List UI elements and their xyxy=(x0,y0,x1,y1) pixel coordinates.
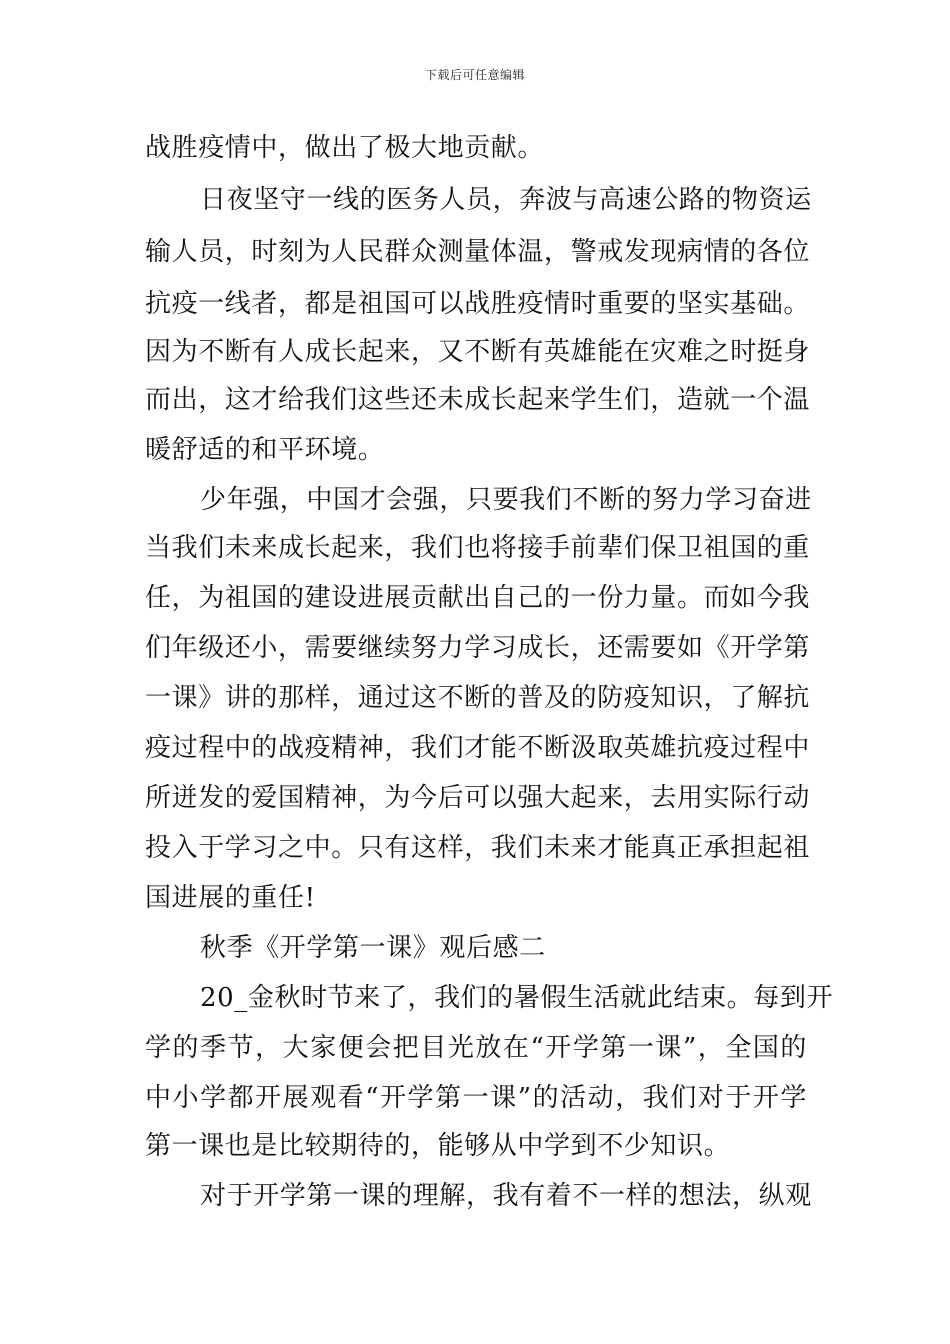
paragraph-first-line: 少年强，中国才会强，只要我们不断的努力学习奋进 xyxy=(200,485,812,515)
text-line: 抗疫一线者，都是祖国可以战胜疫情时重要的坚实基础。 xyxy=(145,289,811,319)
text-line: 国进展的重任! xyxy=(145,883,316,913)
text-line: 疫过程中的战疫精神，我们才能不断汲取英雄抗疫过程中 xyxy=(145,733,811,763)
text-line: 当我们未来成长起来，我们也将接手前辈们保卫祖国的重 xyxy=(145,533,811,563)
text-line: 而出，这才给我们这些还未成长起来学生们，造就一个温 xyxy=(145,385,811,415)
text-line: 学的季节，大家便会把目光放在“开学第一课”，全国的 xyxy=(145,1033,807,1063)
page-header-note: 下载后可任意编辑 xyxy=(424,68,525,82)
text-line: 们年级还小，需要继续努力学习成长，还需要如《开学第 xyxy=(145,633,811,663)
paragraph-first-line: 日夜坚守一线的医务人员，奔波与高速公路的物资运 xyxy=(200,185,812,215)
text-line: 因为不断有人成长起来，又不断有英雄能在灾难之时挺身 xyxy=(145,337,811,367)
text-line: 任，为祖国的建设进展贡献出自己的一份力量。而如今我 xyxy=(145,583,811,613)
text-line: 所迸发的爱国精神，为今后可以强大起来，去用实际行动 xyxy=(145,783,811,813)
text-line: 战胜疫情中，做出了极大地贡献。 xyxy=(145,133,545,163)
text-line: 暖舒适的和平环境。 xyxy=(145,435,385,465)
text-line: 第一课也是比较期待的，能够从中学到不少知识。 xyxy=(145,1131,731,1161)
text-line: 一课》讲的那样，通过这不断的普及的防疫知识，了解抗 xyxy=(145,683,811,713)
paragraph-first-line: 20_金秋时节来了，我们的暑假生活就此结束。每到开 xyxy=(200,983,834,1013)
text-line: 中小学都开展观看“开学第一课”的活动，我们对于开学 xyxy=(145,1083,807,1113)
section-heading: 秋季《开学第一课》观后感二 xyxy=(200,933,546,963)
text-line: 投入于学习之中。只有这样，我们未来才能真正承担起祖 xyxy=(145,833,811,863)
text-line: 输人员，时刻为人民群众测量体温，警戒发现病情的各位 xyxy=(145,237,811,267)
paragraph-first-line: 对于开学第一课的理解，我有着不一样的想法，纵观 xyxy=(200,1181,812,1211)
